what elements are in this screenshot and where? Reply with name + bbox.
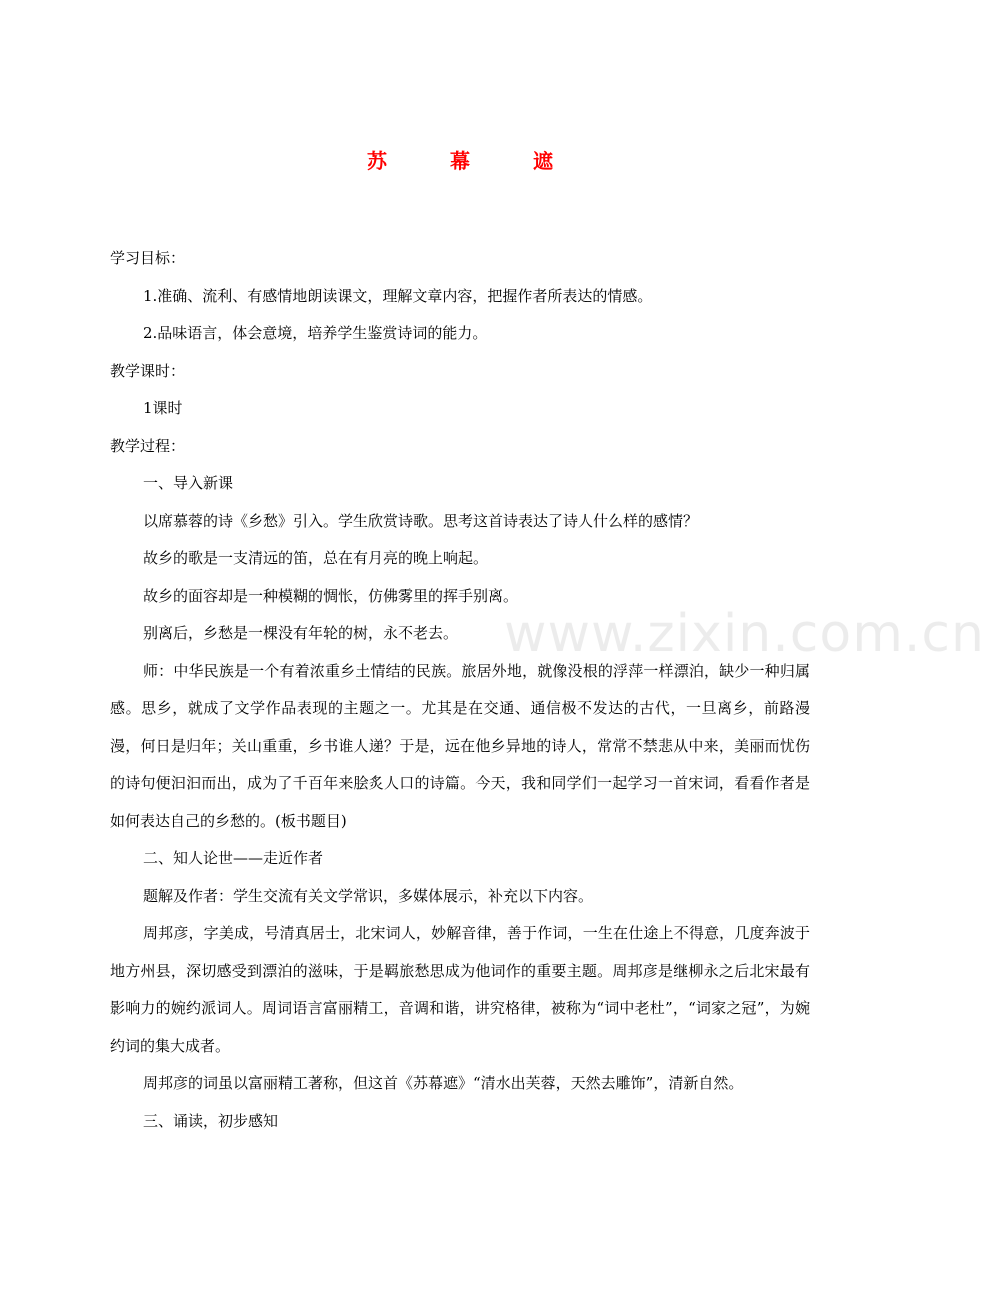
watermark: www.zixin.com.cn xyxy=(504,604,985,664)
poem-line: 故乡的歌是一支清远的笛，总在有月亮的晚上响起。 xyxy=(143,549,489,567)
section-heading: 二、知人论世——走近作者 xyxy=(143,849,324,867)
paragraph: 学习目标： xyxy=(110,249,186,267)
section-heading: 三、诵读，初步感知 xyxy=(143,1111,279,1130)
paragraph: 1.准确、流利、有感情地朗读课文，理解文章内容，把握作者所表达的情感。 xyxy=(143,286,653,305)
paragraph: 教学过程： xyxy=(110,436,186,455)
document-body xyxy=(110,240,810,1140)
poem-line: 别离后，乡愁是一棵没有年轮的树，永不老去。 xyxy=(143,624,459,642)
paragraph: 2.品味语言，体会意境，培养学生鉴赏诗词的能力。 xyxy=(143,324,488,342)
paragraph: 以席慕蓉的诗《乡愁》引入。学生欣赏诗歌。思考这首诗表达了诗人什么样的感情？ xyxy=(143,511,699,530)
paragraph: 题解及作者：学生交流有关文学常识，多媒体展示，补充以下内容。 xyxy=(143,886,594,905)
section-heading: 一、导入新课 xyxy=(143,474,234,492)
paragraph: 周邦彦，字美成，号清真居士，北宋词人，妙解音律，善于作词，一生在仕途上不得意，几度奔波于地方州县，深切感受到漂泊的滋味，于是羁旅愁思成为他词作的重要主题。周邦彦是继柳永之后北宋最有影响力的婉约派词人。周词语言富丽精工，音调和谐，讲究格律，被称为“词中老杜”，“词家之冠”，为婉约词的集大成者。 xyxy=(110,924,810,1055)
paragraph: 1课时 xyxy=(143,399,183,417)
paragraph: 教学课时： xyxy=(110,361,186,380)
paragraph: 周邦彦的词虽以富丽精工著称，但这首《苏幕遮》“清水出芙蓉，天然去雕饰”，清新自然。 xyxy=(143,1074,744,1092)
page-title: 苏 幕 遮 xyxy=(367,149,581,173)
poem-line: 故乡的面容却是一种模糊的惆怅，仿佛雾里的挥手别离。 xyxy=(143,586,519,605)
paragraph: 师：中华民族是一个有着浓重乡土情结的民族。旅居外地，就像没根的浮萍一样漂泊，缺少一种归属感。思乡，就成了文学作品表现的主题之一。尤其是在交通、通信极不发达的古代，一旦离乡，前路漫漫，何日是归年；关山重重，乡书谁人递？于是，远在他乡异地的诗人，常常不禁悲从中来，美丽而忧伤的诗句便汩汩而出，成为了千百年来脍炙人口的诗篇。今天，我和同学们一起学习一首宋词，看看作者是如何表达自己的乡愁的。(板书题目) xyxy=(110,661,810,830)
